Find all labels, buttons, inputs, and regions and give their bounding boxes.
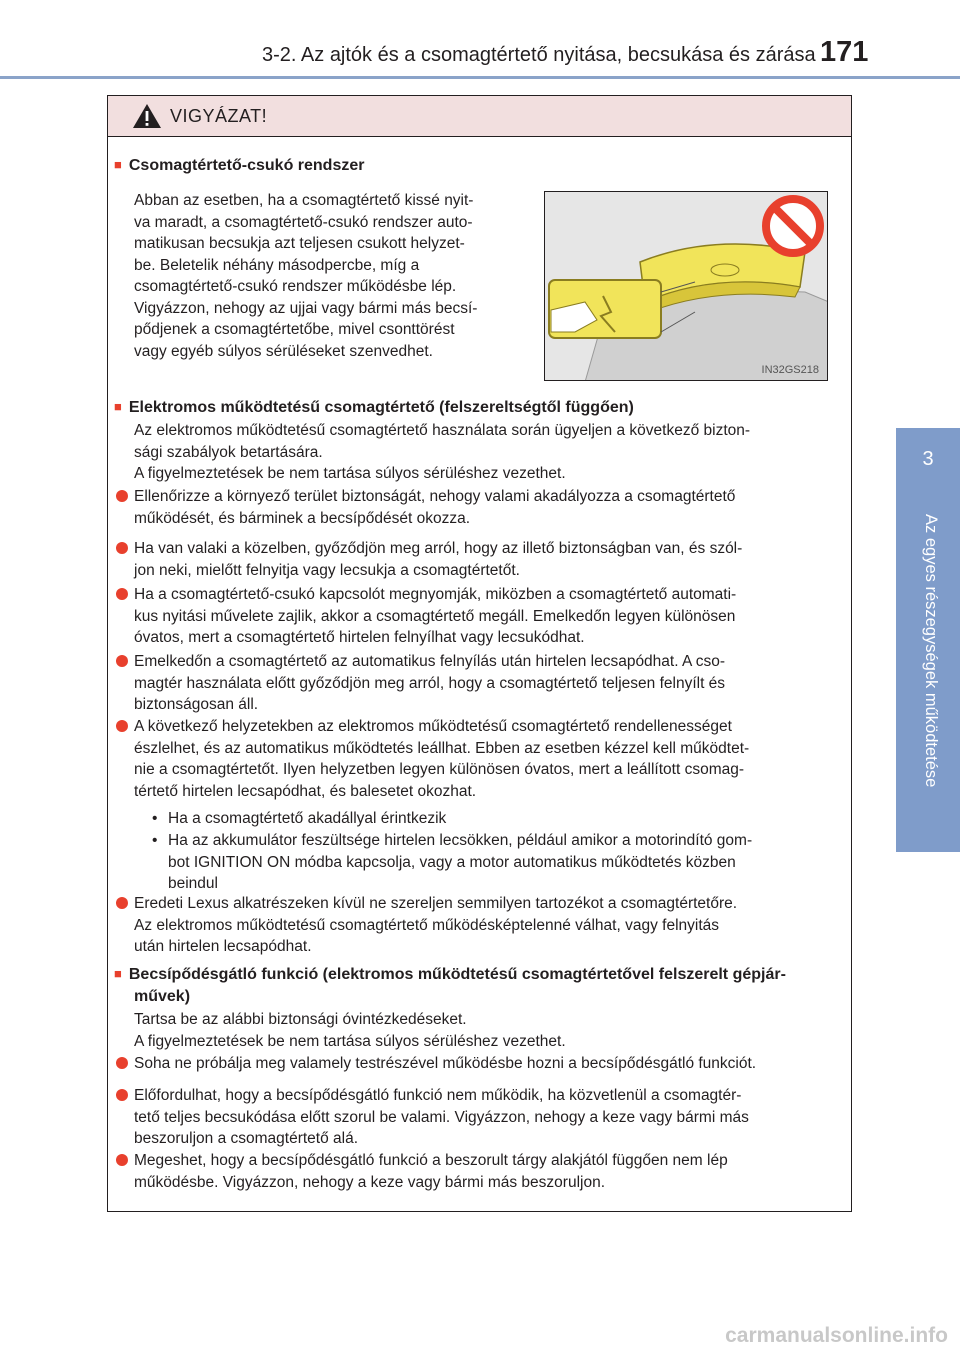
header-divider: [0, 76, 960, 79]
red-bullet-icon: [116, 897, 128, 909]
running-header-title: 3-2. Az ajtók és a csomagtértető nyitása, becsukása és zárása: [262, 44, 816, 66]
red-bullet-icon: [116, 588, 128, 600]
list-item: Eredeti Lexus alkatrészeken kívül ne szereljen semmilyen tartozékot a csomagtértetőre. Az elektromos működtetésű csomagtértető működésképtelenné válhat, vagy felnyitás után hirtelen lecsapódhat.: [116, 893, 842, 958]
chapter-title: Az egyes részegységek működtetése: [922, 514, 940, 788]
list-item: Ellenőrizze a környező terület biztonságát, nehogy valami akadályozza a csomagtértető működését, és bárminek a becsípődését okozza.: [116, 486, 842, 529]
footer-watermark: [0, 1320, 960, 1352]
middle-dot-icon: •: [152, 832, 158, 849]
red-square-icon: ■: [114, 157, 122, 172]
list-item: Emelkedőn a csomagtértető az automatikus felnyílás után hirtelen lecsapódhat. A cso- magtér használata előtt győződjön meg arról, hogy a csomagtértető teljesen felnyílt és biztonságosan áll.: [116, 651, 842, 716]
page-number: 171: [820, 36, 869, 68]
watermark-text: carmanualsonline.info: [725, 1324, 948, 1347]
section-heading-trunk-closer: ■ Csomagtértető-csukó rendszer: [114, 157, 365, 174]
warning-title: VIGYÁZAT!: [170, 106, 268, 126]
section3-intro: Tartsa be az alábbi biztonsági óvintézkedéseket. A figyelmeztetések be nem tartása súlyos sérüléshez vezethet.: [134, 1011, 566, 1050]
chapter-side-tab: [896, 428, 960, 852]
sub-list-item: • Ha az akkumulátor feszültsége hirtelen lecsökken, például amikor a motorindító gom- bot IGNITION ON módba kapcsolja, vagy a motor automatikus működtetés közben beindul: [152, 832, 753, 892]
list-item: Ha a csomagtértető-csukó kapcsolót megnyomják, miközben a csomagtértető automati- kus nyitási művelete zajlik, akkor a csomagtértető megáll. Emelkedőn legyen különösen óvatos, mert a csomagtértető hirtelen felnyílhat vagy lecsukódhat.: [116, 584, 842, 649]
red-bullet-icon: [116, 720, 128, 732]
trunk-illustration-graphic: [545, 192, 828, 381]
section-heading-power-trunk: ■ Elektromos működtetésű csomagtértető (felszereltségtől függően): [114, 399, 634, 416]
sub-list-item: • Ha a csomagtértető akadállyal érintkezik: [152, 808, 842, 830]
chapter-number: 3: [922, 448, 934, 470]
warning-box: [107, 95, 852, 1212]
red-square-icon: ■: [114, 966, 122, 981]
list-item: Ha van valaki a közelben, győződjön meg arról, hogy az illető biztonságban van, és szól- jon neki, mielőtt felnyitja vagy lecsukja a csomagtértetőt.: [116, 538, 842, 581]
warning-triangle-icon: [132, 103, 162, 129]
red-bullet-icon: [116, 1057, 128, 1069]
list-item: Előfordulhat, hogy a becsípődésgátló funkció nem működik, ha közvetlenül a csomagtér- tető teljes becsukódása előtt szorul be valami. Vigyázzon, nehogy a keze vagy bármi más beszoruljon a csomagtértető alá.: [116, 1085, 842, 1150]
list-item: A következő helyzetekben az elektromos működtetésű csomagtértető rendellenességet észlelhet, és az automatikus működtetés leállhat. Ebben az esetben kézzel kell működtet- nie a csomagtértetőt. Ilyen helyzetben legyen különösen óvatos, mert a leállított csomag- tértető hirtelen lecsapódhat, és balesetet okozhat.: [116, 716, 842, 802]
section-heading-anti-pinch: ■ Becsípődésgátló funkció (elektromos működtetésű csomagtértetővel felszerelt gépjár- művek): [114, 966, 786, 1005]
red-bullet-icon: [116, 542, 128, 554]
middle-dot-icon: •: [152, 810, 158, 827]
section2-intro: Az elektromos működtetésű csomagtértető használata során ügyeljen a következő bizton- sági szabályok betartására. A figyelmeztetések be nem tartása súlyos sérüléshez vezethet.: [134, 422, 751, 482]
red-bullet-icon: [116, 655, 128, 667]
warning-header: [108, 96, 851, 137]
red-bullet-icon: [116, 490, 128, 502]
illustration-code: IN32GS218: [761, 364, 819, 376]
list-item: Megeshet, hogy a becsípődésgátló funkció a beszorult tárgy alakjától függően nem lép működésbe. Vigyázzon, nehogy a keze vagy bármi más beszoruljon.: [116, 1150, 842, 1193]
red-bullet-icon: [116, 1089, 128, 1101]
red-square-icon: ■: [114, 399, 122, 414]
red-bullet-icon: [116, 1154, 128, 1166]
trunk-closer-illustration: [544, 191, 828, 381]
section1-paragraph: Abban az esetben, ha a csomagtértető kissé nyit- va maradt, a csomagtértető-csukó rendszer auto- matikusan becsukja azt teljesen csukott helyzet- be. Beletelik néhány másodpercbe, míg a csomagtértető-csukó rendszer működésbe lép. Vigyázzon, nehogy az ujjai vagy bármi más becsí- pődjenek a csomagtértetőbe, mivel csonttörést vagy egyéb súlyos sérüléseket szenvedhet.: [134, 192, 478, 360]
list-item: Soha ne próbálja meg valamely testrészével működésbe hozni a becsípődésgátló funkciót.: [116, 1053, 842, 1075]
